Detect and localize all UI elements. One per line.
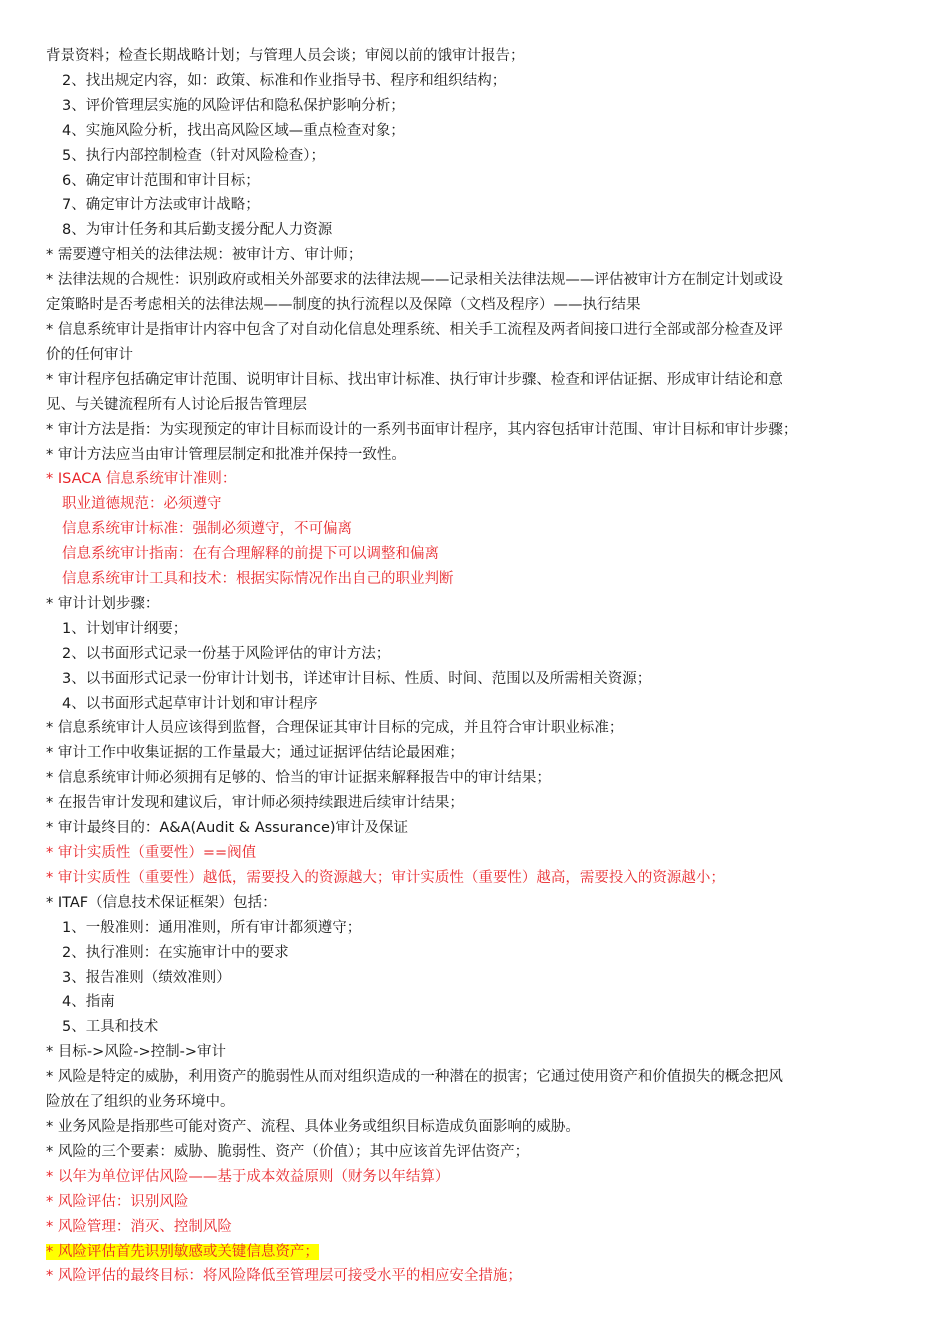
text-line [46, 492, 908, 517]
text-line [46, 443, 908, 468]
text-line [46, 268, 908, 293]
text-line-content: * 风险评估：识别风险 [46, 1193, 189, 1210]
text-line [46, 866, 908, 891]
text-line-content: * 审计实质性（重要性）==阀值 [46, 845, 257, 861]
text-line-content: * 在报告审计发现和建议后，审计师必须持续跟进后续审计结果； [46, 795, 464, 812]
text-line-content: * 信息系统审计人员应该得到监督，合理保证其审计目标的完成，并且符合审计职业标准； [46, 720, 624, 737]
text-line-content: * 信息系统审计师必须拥有足够的、恰当的审计证据来解释报告中的审计结果； [46, 770, 551, 787]
text-line [46, 941, 908, 966]
text-line-content: * 审计计划步骤： [46, 595, 160, 612]
text-line [46, 293, 908, 318]
text-line-content: 7、确定审计方法或审计战略； [62, 197, 260, 214]
text-line [46, 990, 908, 1015]
text-line-content: * 审计方法应当由审计管理层制定和批准并保持一致性。 [46, 446, 406, 463]
text-line-content: 1、计划审计纲要； [62, 620, 188, 637]
text-line [46, 1090, 908, 1115]
text-line [46, 1190, 908, 1215]
text-line-content: * 审计程序包括确定审计范围、说明审计目标、找出审计标准、执行审计步骤、检查和评估证据、形成审计结论和意 [46, 371, 783, 388]
text-line-content: 价的任何审计 [46, 346, 133, 363]
text-line-content: 2、以书面形式记录一份基于风险评估的审计方法； [62, 645, 391, 662]
text-line [46, 1215, 908, 1240]
text-line [46, 1040, 908, 1065]
text-line-content: 3、报告准则（绩效准则） [62, 969, 231, 986]
text-line [46, 642, 908, 667]
text-line-content: 4、指南 [62, 994, 115, 1011]
text-line [46, 44, 908, 69]
text-line [46, 692, 908, 717]
text-line-content: 险放在了组织的业务环境中。 [46, 1094, 235, 1111]
text-line-content: 4、以书面形式起草审计计划和审计程序 [62, 695, 318, 712]
text-line [46, 716, 908, 741]
text-line-content: 信息系统审计工具和技术：根据实际情况作出自己的职业判断 [62, 571, 454, 588]
text-line [46, 1065, 908, 1090]
text-line-content: * 需要遵守相关的法律法规：被审计方、审计师； [46, 247, 363, 264]
text-line [46, 567, 908, 592]
text-line [46, 144, 908, 169]
text-line [46, 94, 908, 119]
text-line-content: * 审计方法是指：为实现预定的审计目标而设计的一系列书面审计程序，其内容包括审计范围、审计目标和审计步骤； [46, 421, 798, 438]
text-line [46, 841, 908, 866]
text-line-content: * 审计最终目的：A&A(Audit & Assurance)审计及保证 [46, 820, 409, 837]
text-line [46, 816, 908, 841]
text-line [46, 393, 908, 418]
text-line [46, 418, 908, 443]
text-line-content: * 信息系统审计是指审计内容中包含了对自动化信息处理系统、相关手工流程及两者间接口进行全部或部分检查及评 [46, 321, 783, 338]
text-line [46, 218, 908, 243]
text-line-content: 5、工具和技术 [62, 1019, 159, 1036]
text-line-content: 5、执行内部控制检查（针对风险检查）； [62, 147, 325, 164]
text-line-content: 2、找出规定内容，如：政策、标准和作业指导书、程序和组织结构； [62, 72, 507, 89]
text-line [46, 791, 908, 816]
text-line [46, 169, 908, 194]
text-line-content: 背景资料；检查长期战略计划；与管理人员会谈；审阅以前的饿审计报告； [46, 48, 525, 64]
text-line-content: 1、一般准则：通用准则，所有审计都须遵守； [62, 919, 362, 936]
text-line [46, 193, 908, 218]
text-line-content: * 业务风险是指那些可能对资产、流程、具体业务或组织目标造成负面影响的威胁。 [46, 1118, 580, 1135]
text-line [46, 517, 908, 542]
text-line [46, 119, 908, 144]
text-line [46, 617, 908, 642]
text-line [46, 667, 908, 692]
text-line-content: * 审计工作中收集证据的工作量最大；通过证据评估结论最困难； [46, 745, 464, 762]
document-body [46, 44, 908, 1289]
text-line [46, 243, 908, 268]
text-line [46, 343, 908, 368]
text-line [46, 741, 908, 766]
text-line [46, 966, 908, 991]
text-line [46, 592, 908, 617]
text-line [46, 69, 908, 94]
text-line-content: * 风险管理：消灭、控制风险 [46, 1218, 232, 1235]
text-line-content: 信息系统审计指南：在有合理解释的前提下可以调整和偏离 [62, 546, 439, 563]
text-line [46, 318, 908, 343]
text-line [46, 542, 908, 567]
text-line [46, 467, 908, 492]
text-line-content: 2、执行准则：在实施审计中的要求 [62, 944, 289, 961]
text-line-content: * 审计实质性（重要性）越低，需要投入的资源越大；审计实质性（重要性）越高，需要投入的资源越小； [46, 869, 725, 886]
text-line-content: * ITAF（信息技术保证框架）包括： [46, 894, 277, 911]
text-line [46, 766, 908, 791]
text-line-content: * 风险是特定的威胁，利用资产的脆弱性从而对组织造成的一种潜在的损害；它通过使用资产和价值损失的概念把风 [46, 1069, 783, 1086]
text-line-content: 8、为审计任务和其后勤支援分配人力资源 [62, 222, 333, 239]
text-line-content: 3、评价管理层实施的风险评估和隐私保护影响分析； [62, 97, 405, 114]
text-line [46, 1140, 908, 1165]
text-line-content: * 风险的三个要素：威胁、脆弱性、资产（价值）；其中应该首先评估资产； [46, 1143, 530, 1160]
text-line-content: 职业道德规范：必须遵守 [62, 496, 222, 513]
text-line-content: 4、实施风险分析，找出高风险区域—重点检查对象； [62, 122, 405, 139]
text-line-content: * 目标->风险->控制->审计 [46, 1044, 227, 1061]
text-line [46, 1264, 908, 1289]
text-line-content: 见、与关键流程所有人讨论后报告管理层 [46, 396, 307, 413]
text-line [46, 1015, 908, 1040]
text-line [46, 1115, 908, 1140]
text-line-content: * 风险评估首先识别敏感或关键信息资产； [46, 1243, 319, 1260]
text-line-content: 定策略时是否考虑相关的法律法规——制度的执行流程以及保障（文档及程序）——执行结果 [46, 297, 641, 314]
text-line [46, 1240, 908, 1265]
text-line-content: * 法律法规的合规性：识别政府或相关外部要求的法律法规——记录相关法律法规——评估被审计方在制定计划或设 [46, 272, 783, 289]
text-line [46, 1165, 908, 1190]
text-line-content: 6、确定审计范围和审计目标； [62, 172, 260, 189]
text-line [46, 891, 908, 916]
text-line-content: 3、以书面形式记录一份审计计划书，详述审计目标、性质、时间、范围以及所需相关资源； [62, 670, 652, 687]
text-line [46, 368, 908, 393]
text-line-content: * 风险评估的最终目标：将风险降低至管理层可接受水平的相应安全措施； [46, 1268, 522, 1285]
text-line [46, 916, 908, 941]
text-line-content: * 以年为单位评估风险——基于成本效益原则（财务以年结算） [46, 1168, 450, 1185]
text-line-content: 信息系统审计标准：强制必须遵守，不可偏离 [62, 521, 352, 538]
text-line-content: * ISACA 信息系统审计准则： [46, 471, 237, 488]
